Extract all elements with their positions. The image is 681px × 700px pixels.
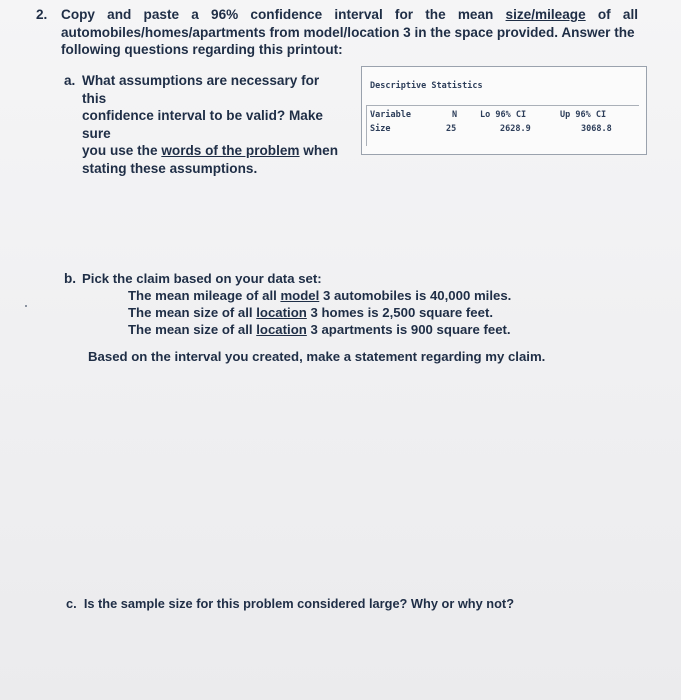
question-line-3: following questions regarding this printout: xyxy=(61,42,343,57)
part-b-intro: Pick the claim based on your data set: xyxy=(82,271,322,286)
part-c-label: c. xyxy=(66,596,77,611)
printout-title: Descriptive Statistics xyxy=(370,81,483,91)
part-a-text xyxy=(82,72,344,177)
question-underlined-term: size/mileage xyxy=(505,7,586,22)
question-line-2 xyxy=(61,25,635,40)
question-prompt xyxy=(61,6,638,59)
part-b-statement: Based on the interval you created, make a statement regarding my claim. xyxy=(88,349,546,364)
printout-header-variable: Variable xyxy=(370,110,411,120)
question-line-1-text: Copy and paste a 96% confidence interval for the mean xyxy=(61,7,506,22)
part-a-line-4: stating these assumptions. xyxy=(82,160,258,176)
claim-3 xyxy=(128,321,511,338)
descriptive-statistics-printout xyxy=(361,66,647,155)
claim-1-underlined: model xyxy=(280,288,320,303)
part-a-label: a. xyxy=(64,73,76,88)
part-a-line-3: you use the xyxy=(82,143,162,158)
question-line-1 xyxy=(61,6,638,24)
claim-1-end: 3 automobiles is 40,000 miles. xyxy=(319,288,512,303)
question-number: 2. xyxy=(36,7,48,22)
printout-header-lower-ci: Lo 96% CI xyxy=(480,110,527,120)
part-a-underlined-phrase: words of the problem xyxy=(161,143,300,158)
printout-cell-lower-ci: 2628.9 xyxy=(500,124,531,134)
printout-cell-variable: Size xyxy=(370,124,391,134)
part-a-line-1: What assumptions are necessary for this xyxy=(82,73,320,106)
part-a-line-3-end: when xyxy=(299,143,339,158)
claim-1-text: The mean mileage of all xyxy=(128,288,281,303)
printout-cell-upper-ci: 3068.8 xyxy=(581,124,612,134)
claim-2 xyxy=(128,304,493,321)
claim-3-underlined: location xyxy=(256,322,307,337)
question-line-1-end: of all xyxy=(585,7,638,22)
part-c-text: Is the sample size for this problem considered large? Why or why not? xyxy=(83,596,515,611)
claim-1 xyxy=(128,287,511,304)
part-b-label: b. xyxy=(64,271,77,286)
printout-header-n: N xyxy=(452,110,458,120)
question-line-2-text: automobiles/homes/apartments from xyxy=(61,24,304,40)
claim-2-underlined: location xyxy=(256,305,307,320)
question-line-2-end: in the space provided. Answer the xyxy=(410,24,635,40)
claim-3-end: 3 apartments is 900 square feet. xyxy=(306,322,511,337)
part-c xyxy=(66,595,514,612)
printout-header-upper-ci: Up 96% CI xyxy=(560,110,607,120)
printout-cell-n: 25 xyxy=(446,124,457,134)
margin-mark xyxy=(25,305,27,307)
claim-3-text: The mean size of all xyxy=(128,322,257,337)
printout-table xyxy=(366,105,639,146)
part-a-line-2: confidence interval to be valid? Make sure xyxy=(82,108,323,141)
claim-2-text: The mean size of all xyxy=(128,305,257,320)
claim-2-end: 3 homes is 2,500 square feet. xyxy=(306,305,493,320)
question-bold-term: model/location 3 xyxy=(303,24,411,40)
